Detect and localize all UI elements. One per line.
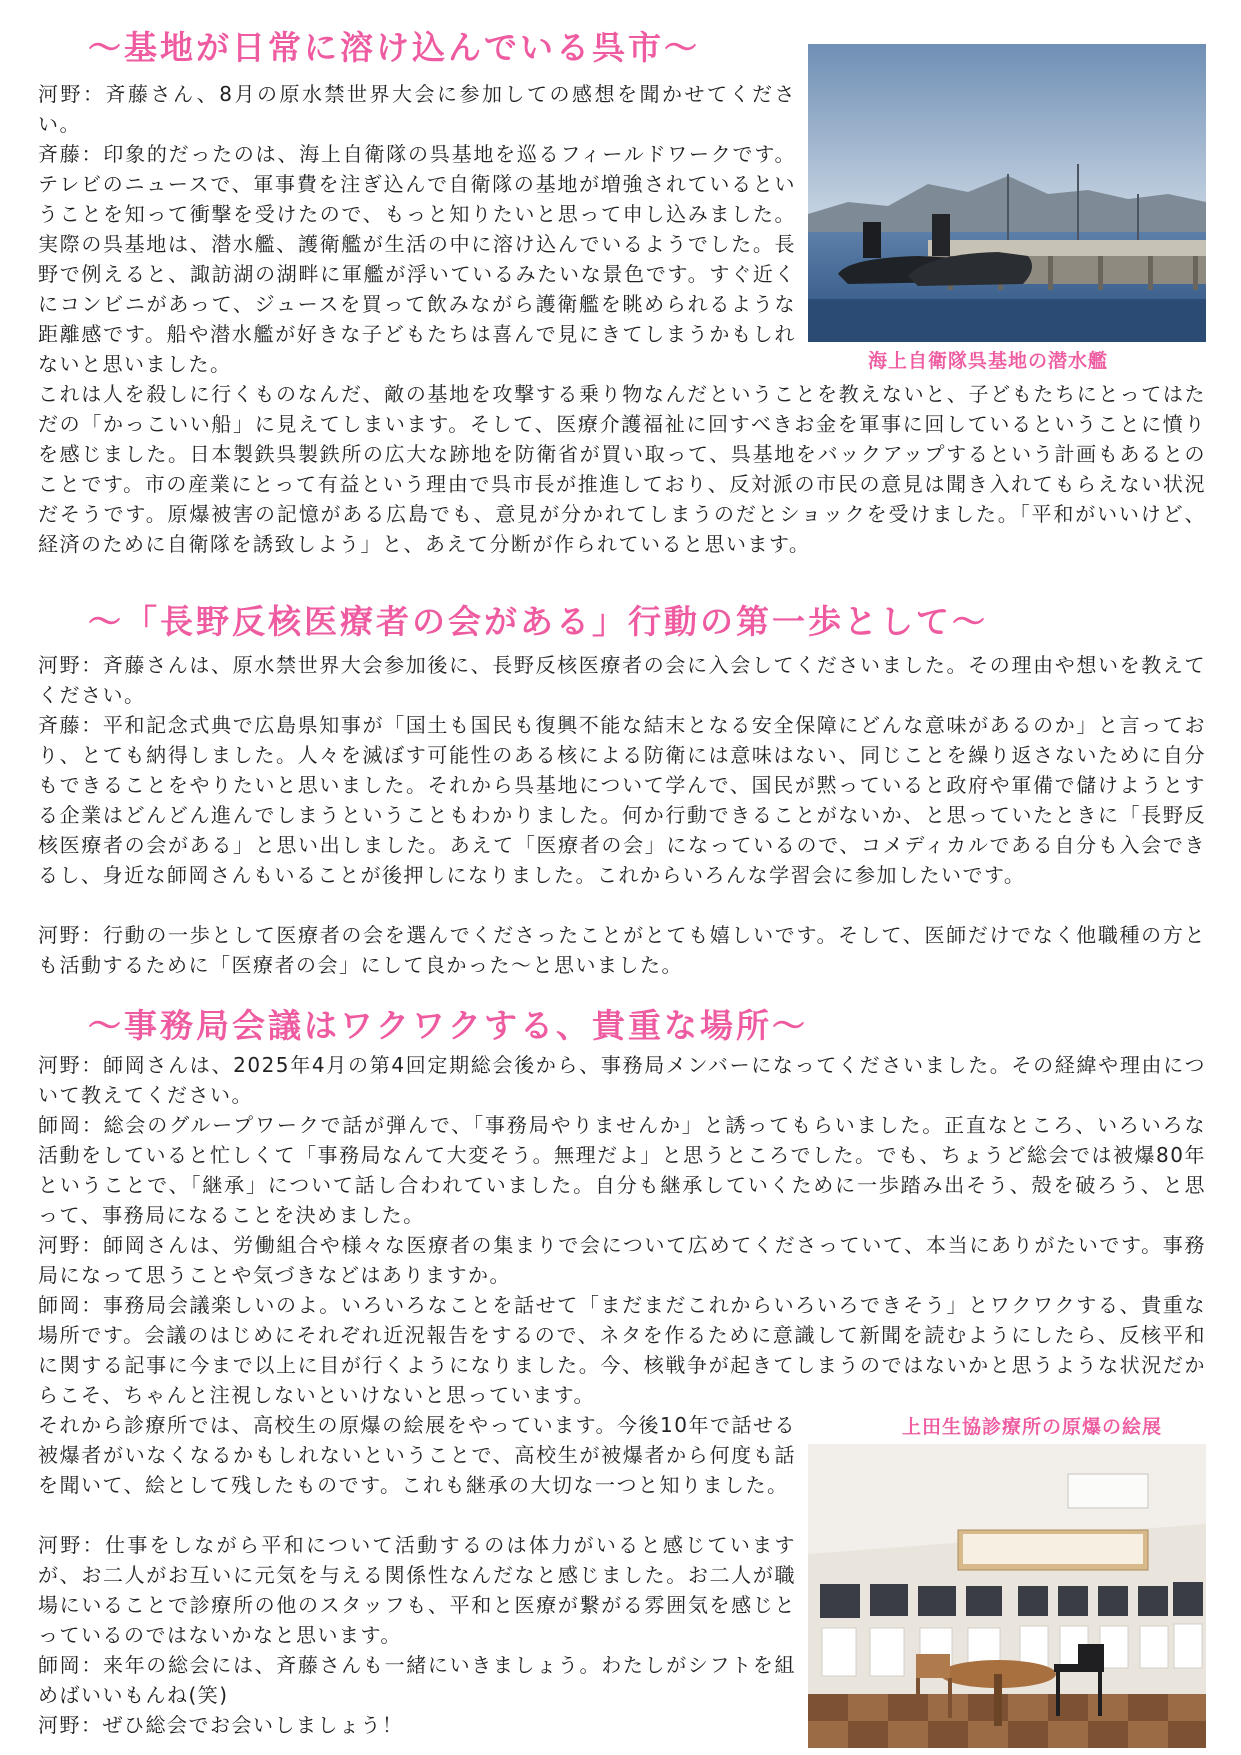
s3-exhibit-paragraph: それから診療所では、高校生の原爆の絵展をやっています。今後10年で話せる被爆者がいなくなるかもしれないということで、高校生が被爆者から何度も話を聞いて、絵として残したものです。これも継承の大切な一つと知りました。	[38, 1413, 796, 1497]
s3-morooka-answer-2: 師岡：事務局会議楽しいのよ。いろいろなことを話せて「まだまだこれからいろいろできそう」とワクワクする、貴重な場所です。会議のはじめにそれぞれ近況報告をするので、ネタを作るために意識して新聞を読むようにしたら、反核平和に関する記事に今まで以上に目が行くようになりました。今、核戦争が起きてしまうのではないかと思うような状況だからこそ、ちゃんと注視しないといけないと思っています。	[38, 1293, 1206, 1407]
s1-continuation: これは人を殺しに行くものなんだ、敵の基地を攻撃する乗り物なんだということを教えないと、子どもたちにとってはただの「かっこいい船」に見えてしまいます。そして、医療介護福祉に回すべきお金を軍事に回しているということに憤りを感じました。日本製鉄呉製鉄所の広大な跡地を防衛省が買い取って、呉基地をバックアップするという計画もあるとのことです。市の産業にとって有益という理由で呉市長が推進しており、反対派の市民の意見は聞き入れてもらえない状況だそうです。原爆被害の記憶がある広島でも、意見が分かれてしまうのだとショックを受けました。「平和がいいけど、経済のために自衛隊を誘致しよう」と、あえて分断が作られていると思います。	[38, 382, 1206, 556]
s2-saito-answer: 斉藤：平和記念式典で広島県知事が「国土も国民も復興不能な結末となる安全保障にどんな意味があるのか」と言っており、とても納得しました。人々を滅ぼす可能性のある核による防衛には意味はない、同じことを繰り返さないために自分もできることをやりたいと思いました。それから呉基地について学んで、国民が黙っていると政府や軍備で儲けようとする企業はどんどん進んでしまうということもわかりました。何か行動できることがないか、と思っていたときに「長野反核医療者の会がある」と思い出しました。あえて「医療者の会」になっているので、コメディカルである自分も入会できるし、身近な師岡さんもいることが後押しになりました。これからいろんな学習会に参加したいです。	[38, 713, 1206, 887]
s3-kono-question: 河野：師岡さんは、労働組合や様々な医療者の集まりで会について広めてくださっていて、本当にありがたいです。事務局になって思うことや気づきなどはありますか。	[38, 1233, 1206, 1287]
s3-question: 河野：師岡さんは、2025年4月の第4回定期総会後から、事務局メンバーになってくださいました。その経緯や理由について教えてください。	[38, 1053, 1206, 1107]
section1-heading: ～基地が日常に溶け込んでいる呉市～	[88, 28, 700, 67]
s2-kono-response: 河野：行動の一歩として医療者の会を選んでくださったことがとても嬉しいです。そして、医師だけでなく他職種の方とも活動するために「医療者の会」にして良かった～と思いました。	[38, 923, 1206, 977]
s3-kono-reflection: 河野：仕事をしながら平和について活動するのは体力がいると感じていますが、お二人がお互いに元気を与える関係性なんだなと感じました。お二人が職場にいることで診療所の他のスタッフも、平和と医療が繋がる雰囲気を感じとっているのではないかなと思います。	[38, 1533, 796, 1647]
section2-heading: ～「長野反核医療者の会がある」行動の第一歩として～	[88, 602, 988, 641]
exhibit-photo	[808, 1444, 1206, 1748]
s3-morooka-closing: 師岡：来年の総会には、斉藤さんも一緒にいきましょう。わたしがシフトを組めばいいもんね(笑)	[38, 1653, 796, 1707]
submarine-photo-caption: 海上自衛隊呉基地の潜水艦	[868, 350, 1109, 372]
s1-saito-answer: 斉藤：印象的だったのは、海上自衛隊の呉基地を巡るフィールドワークです。テレビのニュースで、軍事費を注ぎ込んで自衛隊の基地が増強されているということを知って衝撃を受けたので、もっと知りたいと思って申し込みました。実際の呉基地は、潜水艦、護衛艦が生活の中に溶け込んでいるようでした。長野で例えると、諏訪湖の湖畔に軍艦が浮いているみたいな景色です。すぐ近くにコンビニがあって、ジュースを買って飲みながら護衛艦を眺められるような距離感です。船や潜水艦が好きな子どもたちは喜んで見にきてしまうかもしれないと思いました。	[38, 142, 796, 376]
s1-intro-question: 河野：斉藤さん、8月の原水禁世界大会に参加しての感想を聞かせてください。	[38, 82, 796, 136]
section3-heading: ～事務局会議はワクワクする、貴重な場所～	[88, 1006, 808, 1045]
s3-morooka-answer: 師岡：総会のグループワークで話が弾んで、「事務局やりませんか」と誘ってもらいました。正直なところ、いろいろな活動をしていると忙しくて「事務局なんて大変そう。無理だよ」と思うところでした。でも、ちょうど総会では被爆80年ということで、「継承」について話し合われていました。自分も継承していくために一歩踏み出そう、殻を破ろう、と思って、事務局になることを決めました。	[38, 1113, 1206, 1227]
s3-kono-closing: 河野：ぜひ総会でお会いしましょう！	[38, 1713, 404, 1737]
s2-question: 河野：斉藤さんは、原水禁世界大会参加後に、長野反核医療者の会に入会してくださいました。その理由や想いを教えてください。	[38, 653, 1206, 707]
submarine-photo	[808, 44, 1206, 342]
exhibit-photo-caption: 上田生協診療所の原爆の絵展	[902, 1416, 1163, 1438]
